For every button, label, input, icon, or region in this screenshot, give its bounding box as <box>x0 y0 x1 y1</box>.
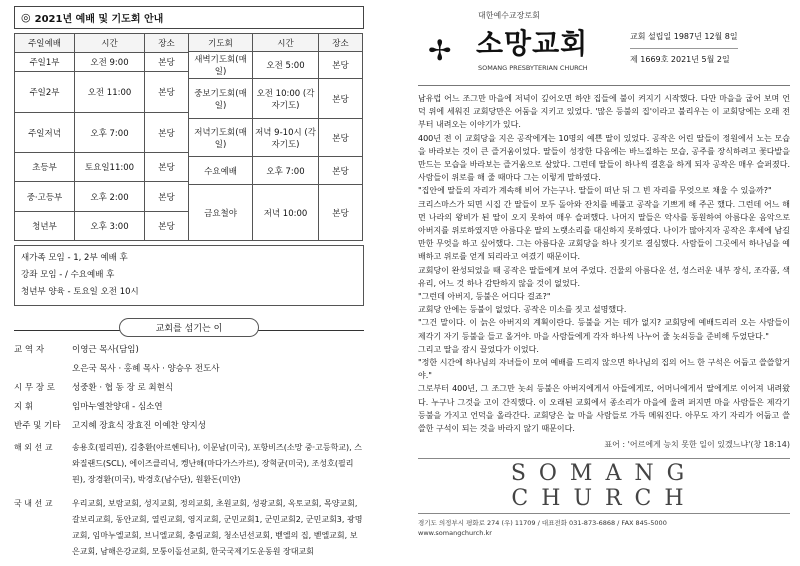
dove-cross-icon: ✢ <box>428 34 452 67</box>
bullet-icon: ◎ <box>21 11 31 24</box>
motto-line: 표어 : '어르에게 능치 못한 일이 있겠느냐'(창 18:14) <box>604 440 790 450</box>
worship-table: 주일예배 시간 장소 주일1부 오전 9:00 본당 주일2부 오전 11:00 본당 주일저녁 오후 7:00 본당 초등부 토요일11:00 본당 중·고등부 오후 2:00 본당 청년부 오후 3:00 본당 <box>14 33 189 241</box>
staff-list: 교 역 자 이영근 목사(담임) 오은국 목사 · 홍혜 목사 · 양승우 전도사 시 무 장 로 성중환 · 협 동 장 로 최현식 지 휘 임마누엘찬양대 - 심소연 반주 및 기타 고지혜 장효식 장효진 이예찬 양지성 <box>14 345 220 431</box>
schedule-title: ◎ 2021년 예배 및 기도회 안내 <box>14 6 364 29</box>
church-brand: SOMANG CHURCH <box>418 458 790 514</box>
prayer-table: 기도회 시간 장소 새벽기도회(매일) 오전 5:00 본당 중보기도회(매일) 오전 10:00 (각자기도) 본당 저녁기도회(매일) 저녁 9-10시 (각자기도) 본당 수요예배 오후 7:00 본당 금요철야 저녁 10:00 본당 <box>188 33 363 241</box>
serve-section-title: 교회를 섬기는 이 <box>119 318 259 337</box>
website-link[interactable]: www.somangchurch.kr <box>418 529 492 538</box>
missions-list: 해 외 선 교 송용호(필리핀), 김충환(아르헨티나), 이문남(미국), 포항비즈(소망 중·고등학교), 스와질랜드(SCL), 에이즈클리닉, 켕난해(마다가스카르), 장혁균(미국), 조성호(필리핀), 장경환(미국), 박경호(남수단), 원환돈(미얀) 국 내 선 교 우리교회, 보람교회, 성지교회, 정의교회, 초원교회, 성광교회, 옥토교회, 목양교회, 갈보리교회, 동안교회, 열린교회, 영지교회, 군민교회1, 군민교회2, 군민교회3, 광명교회, 임마누엘교회, 브니엘교회, 충림교회, 청소년선교회, 벧엘의 집, 벧엘교회, 보은교회, 남해은강교회, 모퉁이돌선교회, 한국국제기도운동원 장대교회 <box>14 443 363 556</box>
church-address: 경기도 의정부시 평화로 274 (우) 11709 / 대표전화 031-873-6868 / FAX 845-5000 www.somangchurch.kr <box>418 518 790 538</box>
right-panel <box>418 6 790 538</box>
bulletin-meta: 교회 설립일 1987년 12월 8일 제 1669호 2021년 5월 2일 <box>630 26 738 71</box>
left-panel <box>14 6 364 560</box>
church-logo: ✢ 대한예수교장로회 소망교회 SOMANG PRESBYTERIAN CHURCH <box>428 11 589 72</box>
bulletin-header <box>418 6 790 86</box>
article-body: 남유럽 어느 조그만 마을에 저녁이 깊어오면 하얀 집들에 불이 켜지기 시작했다. 다만 마을을 굽어 보며 언덕 위에 세워진 교회당만은 어둠을 지키고 있었다. '많은 등불의 집'이라고 불리우는 이 교회당에는 오래 전부터 내려오는 이야기가 있다. 400년 전 이 교회당을 지은 공작에게는 10명의 예쁜 딸이 있었다. 공작은 어린 딸들이 정원에서 노는 모습을 바라보는 것이 큰 즐거움이었다. 딸들이 성장한 다음에는 바느질하는 모습, 공주를 장식하려고 꽃다발을 만드는 모습을 바라보는 즐거움으로 살았다. 그런데 딸들이 하나씩 결혼을 하게 되자 공작은 매우 슬퍼졌다. 사람들이 위로를 해 줄 때마다 그는 이렇게 말하였다. "집안에 딸들의 자리가 계속해 비어 가는구나. 딸들이 떠난 뒤 그 빈 자리를 무엇으로 채울 수 있을까?" 크리스마스가 되면 시집 간 딸들이 모두 돌아와 잔치를 베풀고 공작을 기쁘게 해 주곤 했다. 그런데 어느 해 먼 나라의 왕비가 된 딸이 오지 못하여 매우 슬퍼했다. 나머지 딸들은 악사를 동원하여 아름다운 음악으로 아버지를 위로하였지만 아름다운 딸의 노랫소리를 대신하지 못하였다. 나이가 많아지자 공작은 후세에 남길만한 무엇을 하고 싶어했다. 그는 아름다운 교회당을 하나 짓기로 결심했다. 사람들이 그곳에서 하나님을 예배하고 위로를 얻게 되리라고 여겼기 때문이다. 교회당이 완성되었을 때 공작은 딸들에게 보여 주었다. 건물의 아름다운 선, 성스러운 내부 장식, 조각품, 색유리, 어느 것 하나 감탄하지 않을 것이 없었다. "그런데 아버지, 등불은 어디다 걸죠?" 교회당 안에는 등불이 없었다. 공작은 미소를 짓고 설명했다. "그건 말이다. 이 늙은 아버지의 계획이란다. 등불을 거는 데가 없지? 교회당에 예배드리러 오는 사람들이 제각기 자기 등불을 들고 올거야. 마을 사람들에게 각자 하나씩 나누어 줄 놋쇠등을 준비해 두었단다." 그리고 딸을 잠시 끌었다가 이었다. "정한 시간에 하나님의 자녀들이 모여 예배를 드리지 않으면 하나님의 집의 어느 한 구석은 어둡고 쓸쓸할거야." 그로부터 400년, 그 조그만 놋쇠 등불은 아버지에게서 아들에게로, 어머니에게서 딸에게로 이어져 내려왔다. 누구나 그것을 고이 간직했다. 이 오래된 교회에서 종소리가 마을에 울려 퍼지면 마을 사람들은 제각기 등불을 가지고 언덕을 올라간다. 교회당은 늘 마을 사람들로 가득 메워진다. 아무도 자기 자리가 어둡고 쓸쓸한 구석이 되는 것을 바라지 않기 때문이다. <box>418 94 790 434</box>
meeting-info-box: 새가족 모임 - 1, 2부 예배 후 강좌 모임 - / 수요예배 후 청년부 양육 - 토요일 오전 10시 <box>14 245 364 306</box>
